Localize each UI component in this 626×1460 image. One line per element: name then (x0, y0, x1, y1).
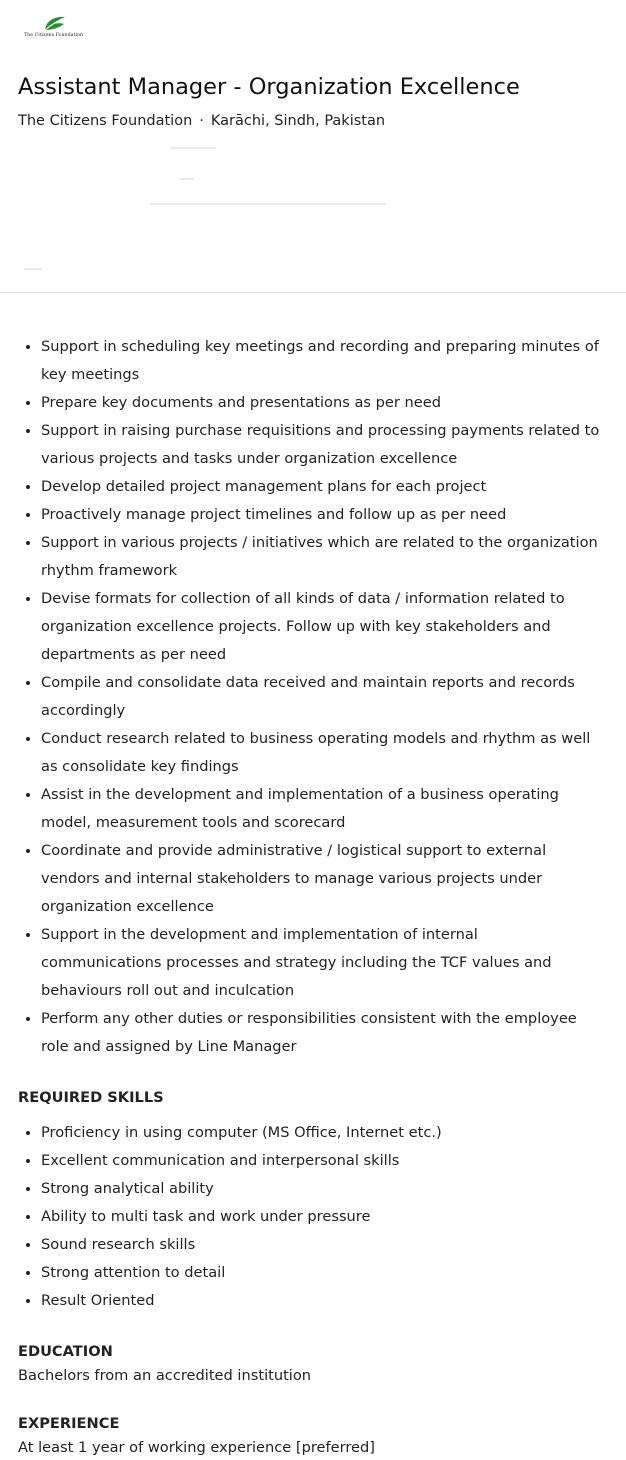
list-item: • Support in various projects / initiatives which are related to the organization rhythm framework (41, 529, 600, 585)
list-item: • Perform any other duties or responsibilities consistent with the employee role and assigned by Line Manager (41, 1005, 600, 1061)
list-item: • Strong attention to detail (41, 1259, 600, 1287)
experience-text: At least 1 year of working experience [preferred] (18, 1439, 375, 1456)
list-item: • Devise formats for collection of all kinds of data / information related to organization excellence projects. Follow up with key stakeholders and departments as per need (41, 585, 600, 669)
list-item: • Excellent communication and interpersonal skills (41, 1147, 600, 1175)
list-item: • Prepare key documents and presentations as per need (41, 389, 600, 417)
job-description (18, 333, 600, 1460)
responsibilities-list (18, 333, 600, 1061)
section-divider (0, 292, 626, 293)
job-location: Karāchi, Sindh, Pakistan (210, 113, 386, 129)
experience-heading: EXPERIENCE (18, 1415, 120, 1432)
education-heading: EDUCATION (18, 1343, 113, 1360)
company-logo[interactable] (24, 14, 88, 42)
logo-text: The Citizens Foundation (24, 33, 84, 38)
list-item: • Support in raising purchase requisitions and processing payments related to various projects and tasks under organization excellence (41, 417, 600, 473)
list-item: • Ability to multi task and work under pressure (41, 1203, 600, 1231)
blurred-content (150, 203, 386, 205)
list-item: • Proactively manage project timelines and follow up as per need (41, 501, 600, 529)
list-item: • Result Oriented (41, 1287, 600, 1315)
list-item: • Conduct research related to business operating models and rhythm as well as consolidate key findings (41, 725, 600, 781)
blurred-content (170, 147, 216, 149)
job-subtitle (18, 113, 385, 129)
blurred-content (24, 268, 42, 270)
leaf-icon (42, 14, 70, 32)
skills-heading: REQUIRED SKILLS (18, 1089, 164, 1106)
list-item: • Compile and consolidate data received and maintain reports and records accordingly (41, 669, 600, 725)
list-item: • Develop detailed project management plans for each project (41, 473, 600, 501)
list-item: • Strong analytical ability (41, 1175, 600, 1203)
list-item: • Support in scheduling key meetings and recording and preparing minutes of key meetings (41, 333, 600, 389)
list-item: • Support in the development and implementation of internal communications processes and strategy including the TCF values and behaviours roll out and inculcation (41, 921, 600, 1005)
job-title: Assistant Manager - Organization Excellence (18, 74, 520, 100)
list-item: • Sound research skills (41, 1231, 600, 1259)
separator: · (199, 113, 204, 129)
company-link[interactable]: The Citizens Foundation (18, 113, 193, 129)
list-item: • Proficiency in using computer (MS Office, Internet etc.) (41, 1119, 600, 1147)
list-item: • Coordinate and provide administrative / logistical support to external vendors and internal stakeholders to manage various projects under organization excellence (41, 837, 600, 921)
education-text: Bachelors from an accredited institution (18, 1367, 312, 1384)
skills-list (18, 1119, 600, 1315)
blurred-content (180, 178, 194, 180)
list-item: • Assist in the development and implementation of a business operating model, measurement tools and scorecard (41, 781, 600, 837)
